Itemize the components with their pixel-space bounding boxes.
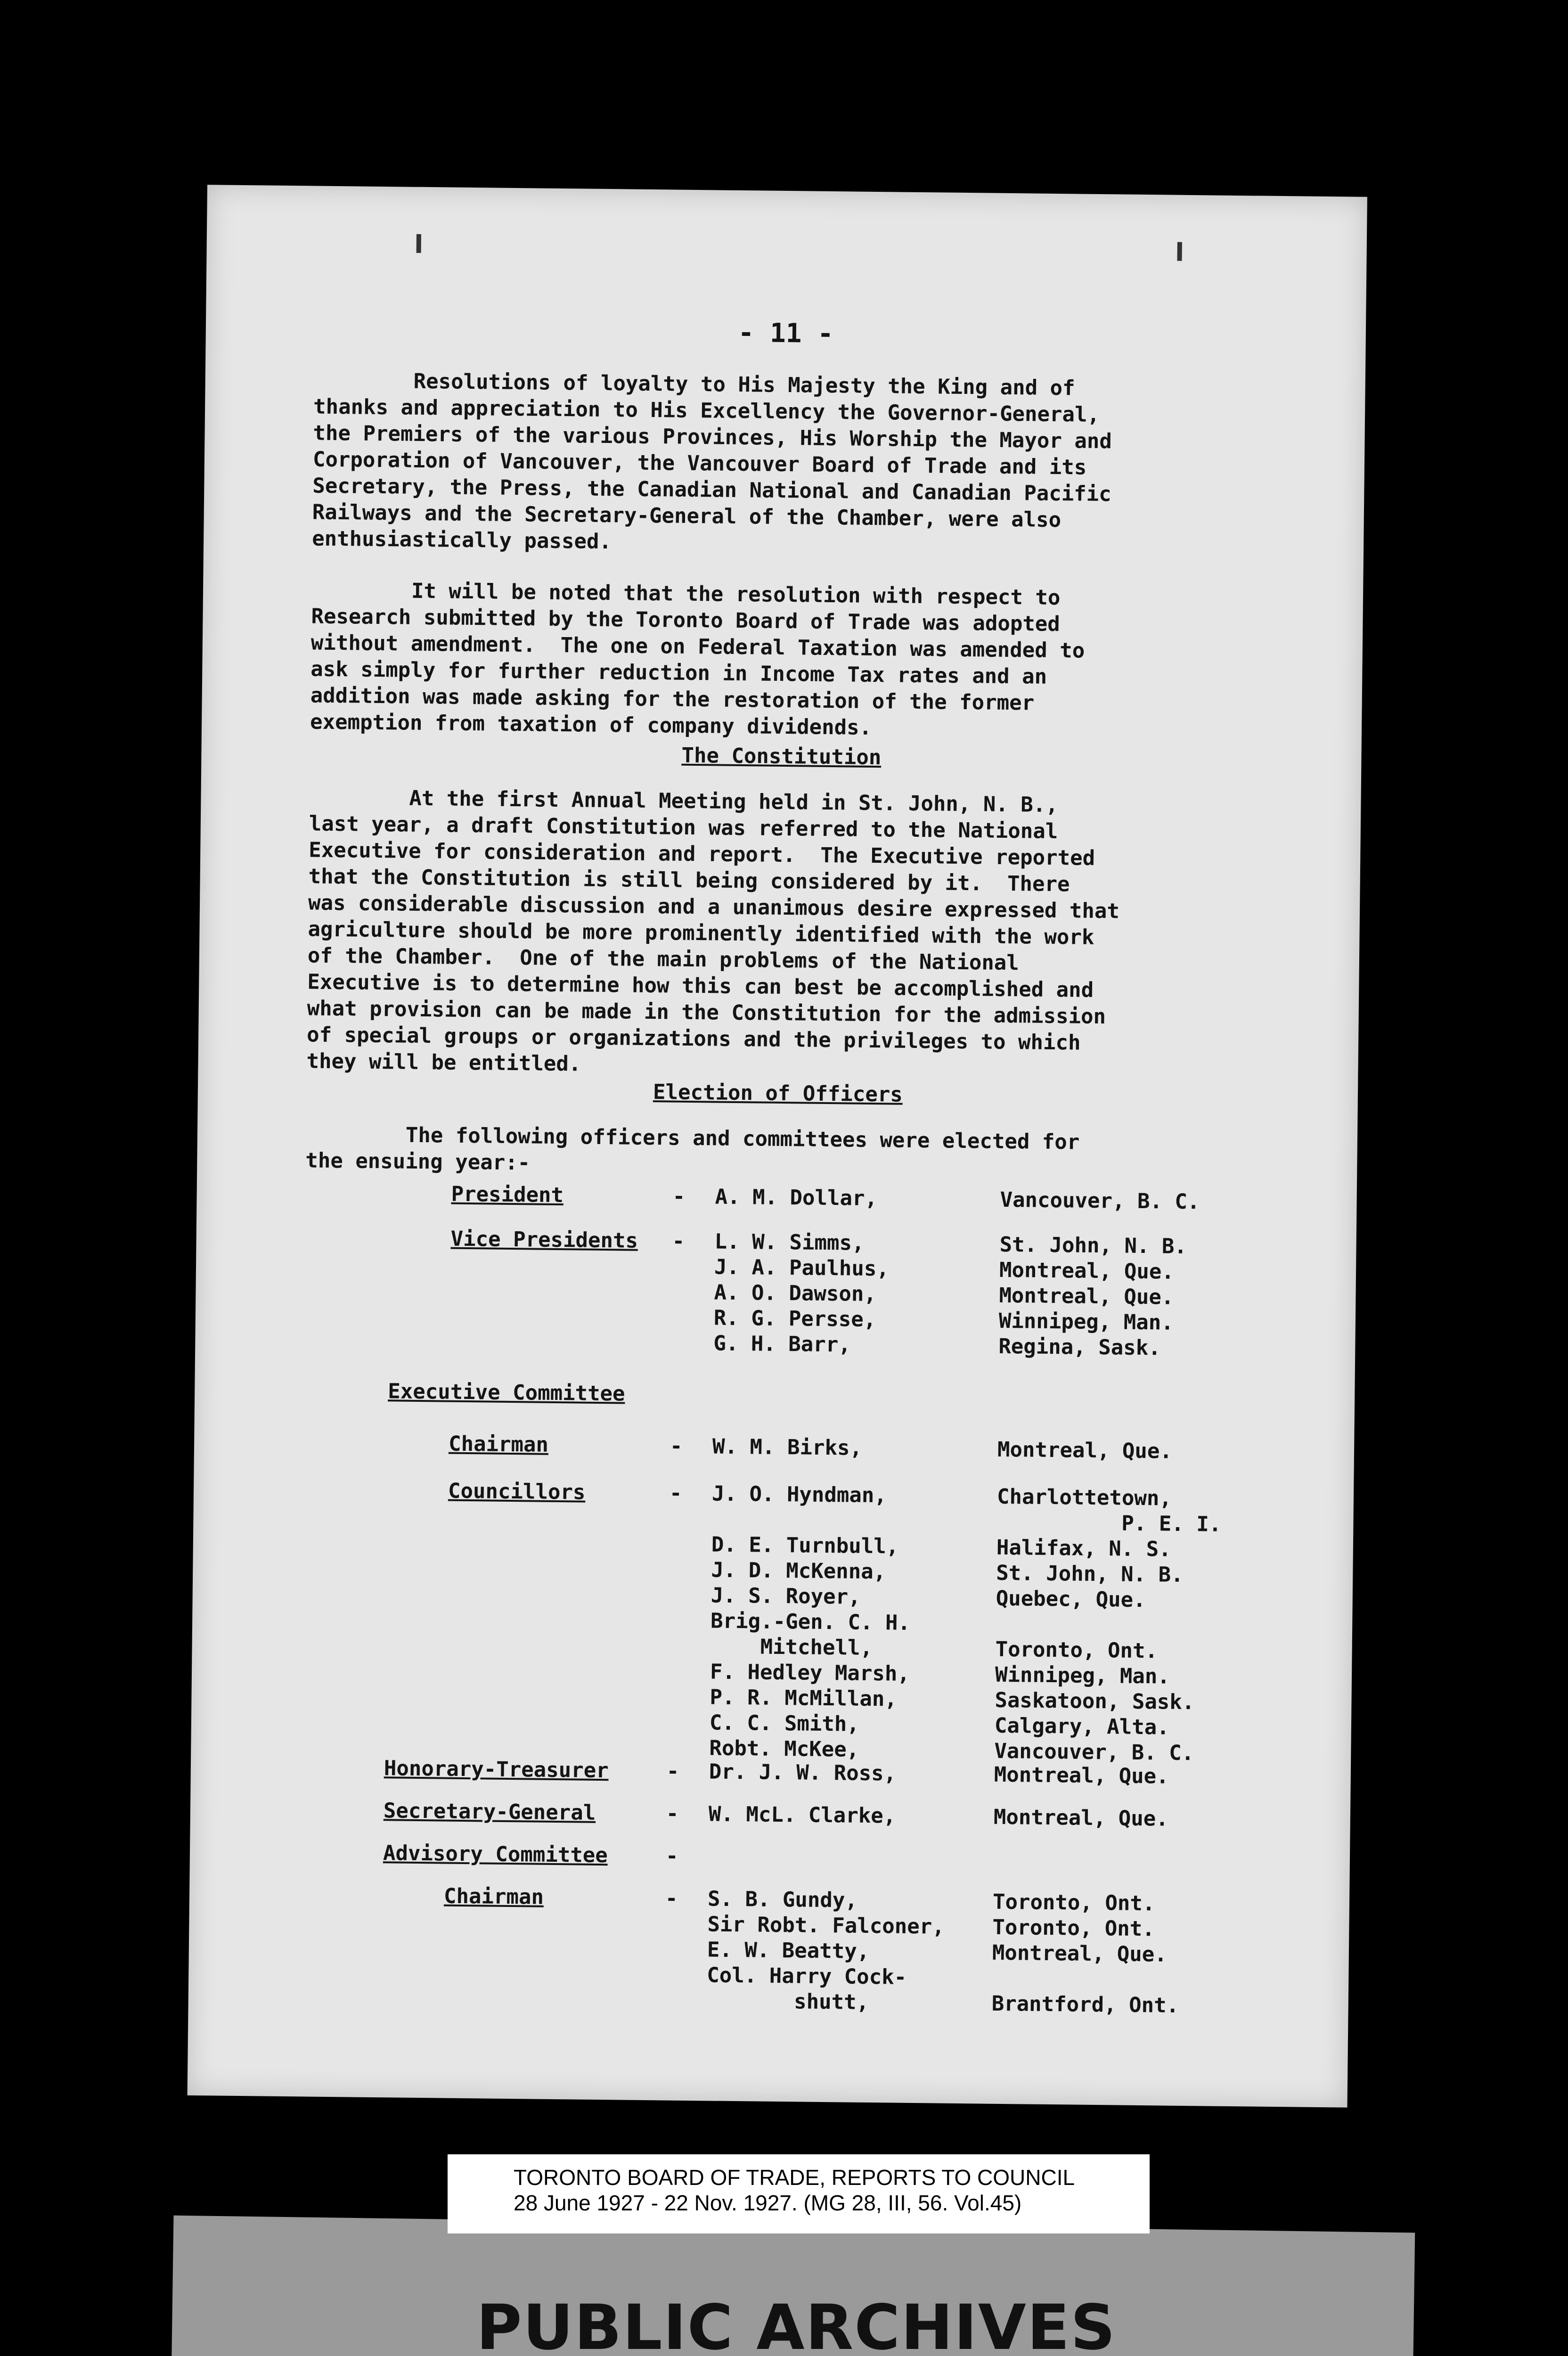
officer-locations: Toronto, Ont. Toronto, Ont. Montreal, Que. Brantford, Ont. [991, 1890, 1179, 2018]
officer-location: Montreal, Que. [997, 1437, 1173, 1464]
dash: - [666, 1801, 679, 1826]
label-vice-presidents: Vice Presidents [450, 1227, 638, 1253]
label-secretary-general: Secretary-General [383, 1799, 596, 1825]
officer-row-councillors [194, 1476, 1354, 1766]
archive-stamp [203, 2290, 1390, 2356]
dash: - [666, 1759, 679, 1783]
paragraph-resolutions: Resolutions of loyalty to His Majesty the King and of thanks and appreciation to His Excellency the Governor-General, the Premiers of the various Provinces, His Worship the Mayor and Corporation of Vancouver, the Vancouver Board of Trade and its Secretary, the Press, the Canadian National and Canadian Pacific Railways and the Secretary-General of the Chamber, were also enthusiastically passed. [311, 368, 1112, 554]
section-executive-committee [195, 1377, 1355, 1406]
officer-names: L. W. Simms, J. A. Paulhus, A. O. Dawson, R. G. Persse, G. H. Barr, [713, 1229, 890, 1357]
officer-locations: Charlottetown, P. E. I. Halifax, N. S. St. John, N. B. Quebec, Que. Toronto, Ont. Winnipeg, Man. Saskatoon, Sask. Calgary, Alta. Vancouver, B. C. [994, 1484, 1222, 1766]
officer-name: W. M. Birks, [712, 1434, 863, 1460]
label-chairman: Chairman [443, 1884, 544, 1909]
dash: - [670, 1434, 683, 1458]
officer-location: Montreal, Que. [994, 1762, 1169, 1789]
label-president: President [451, 1182, 564, 1208]
label-honorary-treasurer: Honorary-Treasurer [384, 1756, 609, 1783]
dash: - [665, 1844, 678, 1868]
label-councillors: Councillors [448, 1479, 586, 1505]
officer-row-secretary [190, 1796, 1350, 1831]
dash: - [672, 1184, 686, 1209]
dash: - [669, 1481, 682, 1505]
archive-caption-label [448, 2154, 1150, 2233]
officer-name: A. M. Dollar, [715, 1185, 878, 1211]
officer-location: Vancouver, B. C. [1000, 1187, 1200, 1214]
page-number: - 11 - [738, 317, 834, 350]
heading-election-of-officers: Election of Officers [653, 1080, 903, 1107]
officer-locations: St. John, N. B. Montreal, Que. Montreal, Que. Winnipeg, Man. Regina, Sask. [998, 1232, 1187, 1360]
officer-name: W. McL. Clarke, [708, 1802, 896, 1828]
label-advisory-committee: Advisory Committee [383, 1841, 608, 1868]
officer-row-chairman [194, 1429, 1354, 1464]
officer-names: S. B. Gundy, Sir Robt. Falconer, E. W. Beatty, Col. Harry Cock- shutt, [706, 1887, 945, 2015]
dash: - [665, 1886, 678, 1911]
officer-name: Dr. J. W. Ross, [709, 1759, 897, 1786]
page-mark-right [1177, 242, 1182, 261]
paragraph-constitution: At the first Annual Meeting held in St. John, N. B., last year, a draft Constitution was referred to the National Executive for consideration and report. The Executive reported that the Constitution is still being considered by it. There was considerable discussion and a unanimous desire expressed that agriculture should be more prominently identified with the work of the Chamber. One of the main problems of the National Executive is to determine how this can best be accomplished and what provision can be made in the Constitution for the admission of special groups or organizations and the privileges to which they will be entitled. [306, 785, 1120, 1076]
label-executive-committee: Executive Committee [388, 1379, 625, 1406]
officer-row-vice-presidents [196, 1224, 1356, 1360]
officer-row-advisory [190, 1839, 1350, 1868]
stamp-line-1: PUBLIC ARCHIVES [476, 2291, 1117, 2356]
document-page [188, 185, 1367, 2108]
caption-line-1: TORONTO BOARD OF TRADE, REPORTS TO COUNCIL [514, 2165, 1075, 2190]
officer-row-advisory-chairman [189, 1881, 1349, 2018]
officer-names: J. O. Hyndman, D. E. Turnbull, J. D. McKenna, J. S. Royer, Brig.-Gen. C. H. Mitchell, F. Hedley Marsh, P. R. McMillan, C. C. Smith, Robt. McKee, [709, 1481, 911, 1762]
dash: - [672, 1229, 685, 1253]
heading-constitution: The Constitution [681, 743, 882, 770]
paragraph-resolution-research: It will be noted that the resolution with respect to Research submitted by the Toronto Board of Trade was adopted without amendment. The one on Federal Taxation was amended to ask simply for further reduction in Income Tax rates and an addition was made asking for the restoration of the former exemption from taxation of company dividends. [310, 578, 1085, 740]
paragraph-officers-intro: The following officers and committees were elected for the ensuing year:- [305, 1122, 1080, 1175]
officer-location: Montreal, Que. [993, 1805, 1169, 1831]
caption-line-2: 28 June 1927 - 22 Nov. 1927. (MG 28, III, 56. Vol.45) [514, 2191, 1022, 2215]
page-mark-left [416, 234, 421, 253]
label-chairman: Chairman [448, 1432, 549, 1457]
